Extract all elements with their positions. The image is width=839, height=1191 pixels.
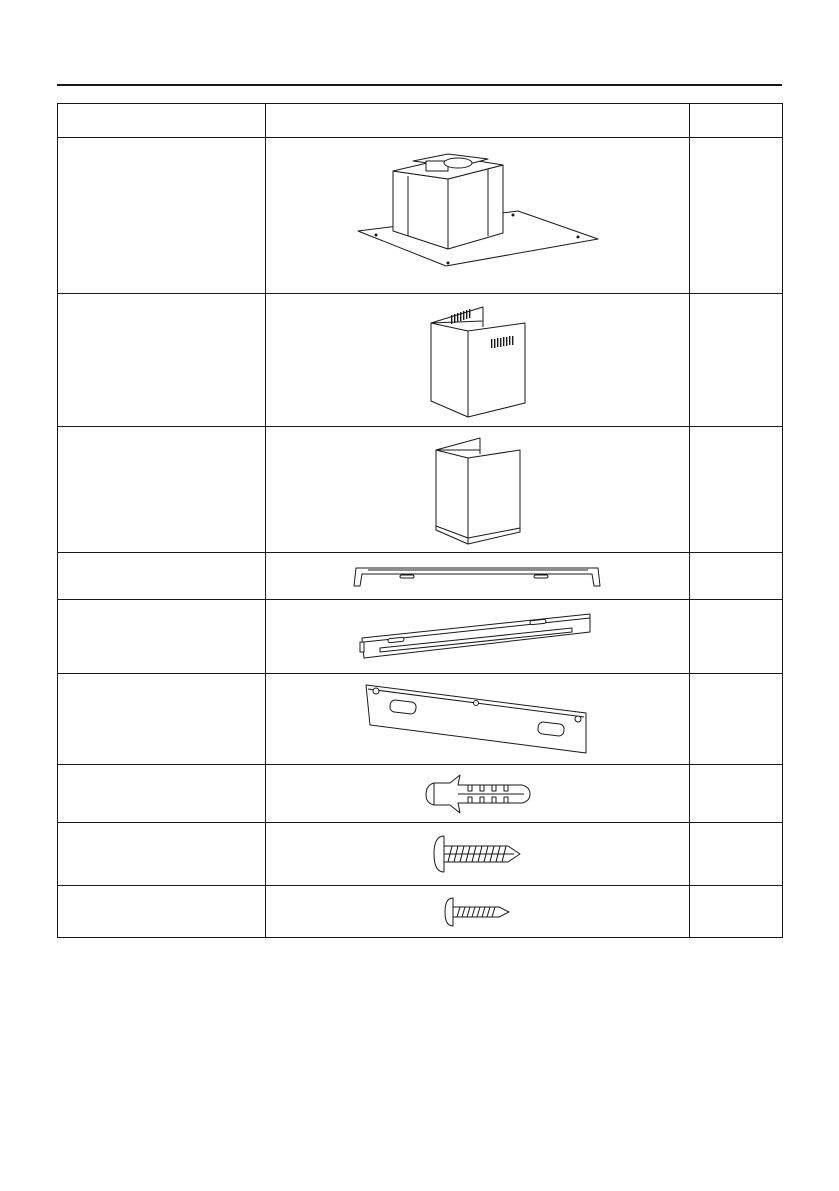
part-picture: [266, 427, 690, 553]
mounting-plate-illustration: [360, 679, 596, 759]
top-divider-rule: [57, 84, 782, 86]
part-quantity: [690, 600, 783, 674]
hood-body-illustration: [348, 151, 608, 281]
part-picture: [266, 294, 690, 427]
part-quantity: [690, 553, 783, 600]
part-quantity: [690, 427, 783, 553]
part-quantity: [690, 674, 783, 765]
part-picture: [266, 886, 690, 938]
table-row: [58, 886, 783, 938]
part-picture: [266, 765, 690, 823]
part-name: [58, 765, 266, 823]
ceiling-bracket-illustration: [358, 606, 598, 668]
part-name: [58, 427, 266, 553]
part-name: [58, 823, 266, 886]
part-quantity: [690, 294, 783, 427]
part-name: [58, 553, 266, 600]
part-quantity: [690, 765, 783, 823]
part-picture: [266, 553, 690, 600]
table-row: [58, 765, 783, 823]
part-picture: [266, 674, 690, 765]
table-row: [58, 600, 783, 674]
table-row: [58, 553, 783, 600]
part-quantity: [690, 823, 783, 886]
table-header-row: [58, 104, 783, 138]
part-quantity: [690, 138, 783, 294]
header-name: [58, 104, 266, 138]
parts-list-table: [57, 103, 783, 938]
small-screw-illustration: [441, 894, 515, 930]
large-screw-illustration: [430, 832, 526, 876]
table-row: [58, 138, 783, 294]
part-quantity: [690, 886, 783, 938]
table-row: [58, 823, 783, 886]
header-quantity: [690, 104, 783, 138]
part-name: [58, 138, 266, 294]
part-name: [58, 886, 266, 938]
table-row: [58, 427, 783, 553]
part-picture: [266, 600, 690, 674]
part-picture: [266, 138, 690, 294]
header-picture: [266, 104, 690, 138]
part-picture: [266, 823, 690, 886]
upper-chimney-illustration: [423, 301, 533, 419]
part-name: [58, 674, 266, 765]
wall-plug-illustration: [422, 773, 534, 815]
table-row: [58, 674, 783, 765]
lower-chimney-illustration: [428, 434, 528, 546]
part-name: [58, 600, 266, 674]
table-row: [58, 294, 783, 427]
part-name: [58, 294, 266, 427]
chimney-bracket-illustration: [348, 560, 608, 592]
